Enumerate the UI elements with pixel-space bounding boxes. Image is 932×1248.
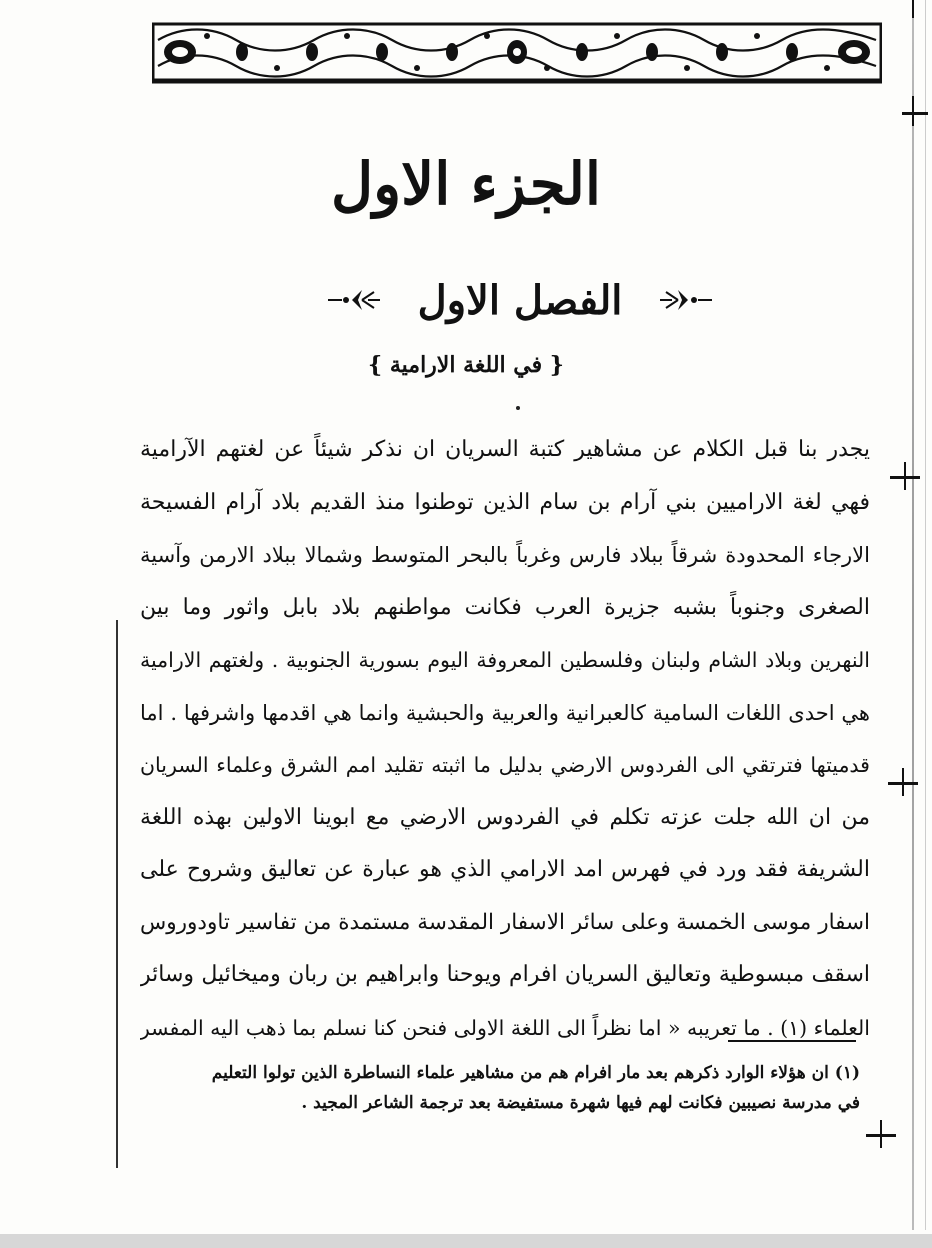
margin-tick (880, 1120, 882, 1148)
margin-tick (904, 462, 906, 490)
ink-speck (516, 406, 520, 410)
body-line: العلماء (١) . ما تعريبه « اما نظراً الى اللغة الاولى فنحن كنا نسلم بما ذهب اليه المفسر (140, 1015, 870, 1040)
chapter-title: الفصل الاول (417, 276, 623, 324)
part-title: الجزء الاول (330, 150, 602, 218)
body-line: الصغرى وجنوباً بشبه جزيرة العرب فكانت مواطنهم بلاد بابل واثور وما بين (140, 594, 870, 620)
left-margin-line (116, 620, 118, 1168)
footnote-separator (728, 1040, 856, 1042)
body-line: قدميتها فترتقي الى الفردوس الارضي بدليل ما اثبته تقليد امم الشرق وعلماء السريان (140, 753, 870, 777)
body-line: اسقف مبسوطية وتعاليق السريان افرام ويوحنا وابراهيم بن ربان وميخائيل وسائر (140, 962, 870, 987)
scan-bottom-strip (0, 1234, 932, 1248)
flourish-ornament-icon (328, 286, 382, 314)
body-line: يجدر بنا قبل الكلام عن مشاهير كتبة السريان ان نذكر شيئاً عن لغتهم الآرامية (140, 437, 870, 462)
flourish-ornament-icon (658, 286, 712, 314)
margin-tick (902, 112, 928, 115)
body-line: الارجاء المحدودة شرقاً ببلاد فارس وغرباً بالبحر المتوسط وشمالا ببلاد الارمن وآسية (140, 543, 870, 567)
margin-tick (902, 768, 904, 796)
body-line: اسفار موسى الخمسة وعلى سائر الاسفار المقدسة مستمدة من تفاسير تاودوروس (140, 909, 870, 935)
body-paragraph (140, 424, 870, 1054)
section-subtitle: { في اللغة الارامية } (368, 352, 564, 378)
body-line: الشريفة فقد ورد في فهرس امد الارامي الذي هو عبارة عن تعاليق وشروح على (140, 857, 870, 882)
footnote-line: في مدرسة نصيبين فكانت لهم فيها شهرة مستفيضة بعد ترجمة الشاعر المجيد . (301, 1093, 860, 1113)
footnote-line: (١) ان هؤلاء الوارد ذكرهم بعد مار افرام هم من مشاهير علماء النساطرة الذين تولوا التعليم (211, 1063, 860, 1083)
body-line: فهي لغة الاراميين بني آرام بن سام الذين توطنوا منذ القديم بلاد آرام الفسيحة (140, 489, 870, 515)
footnote-block (150, 1058, 860, 1118)
body-line: من ان الله جلت عزته تكلم في الفردوس الارضي مع ابوينا الاولين بهذه اللغة (140, 804, 870, 830)
margin-tick (912, 96, 914, 126)
chapter-heading (300, 270, 740, 330)
body-line: النهرين وبلاد الشام ولبنان وفلسطين المعروفة اليوم بسورية الجنوبية . ولغتهم الارامية (140, 648, 870, 672)
ornamental-header-band (152, 22, 882, 84)
body-line: هي احدى اللغات السامية كالعبرانية والعربية والحبشية وانما هي اقدمها واشرفها . اما (140, 700, 870, 725)
margin-tick (912, 0, 914, 18)
